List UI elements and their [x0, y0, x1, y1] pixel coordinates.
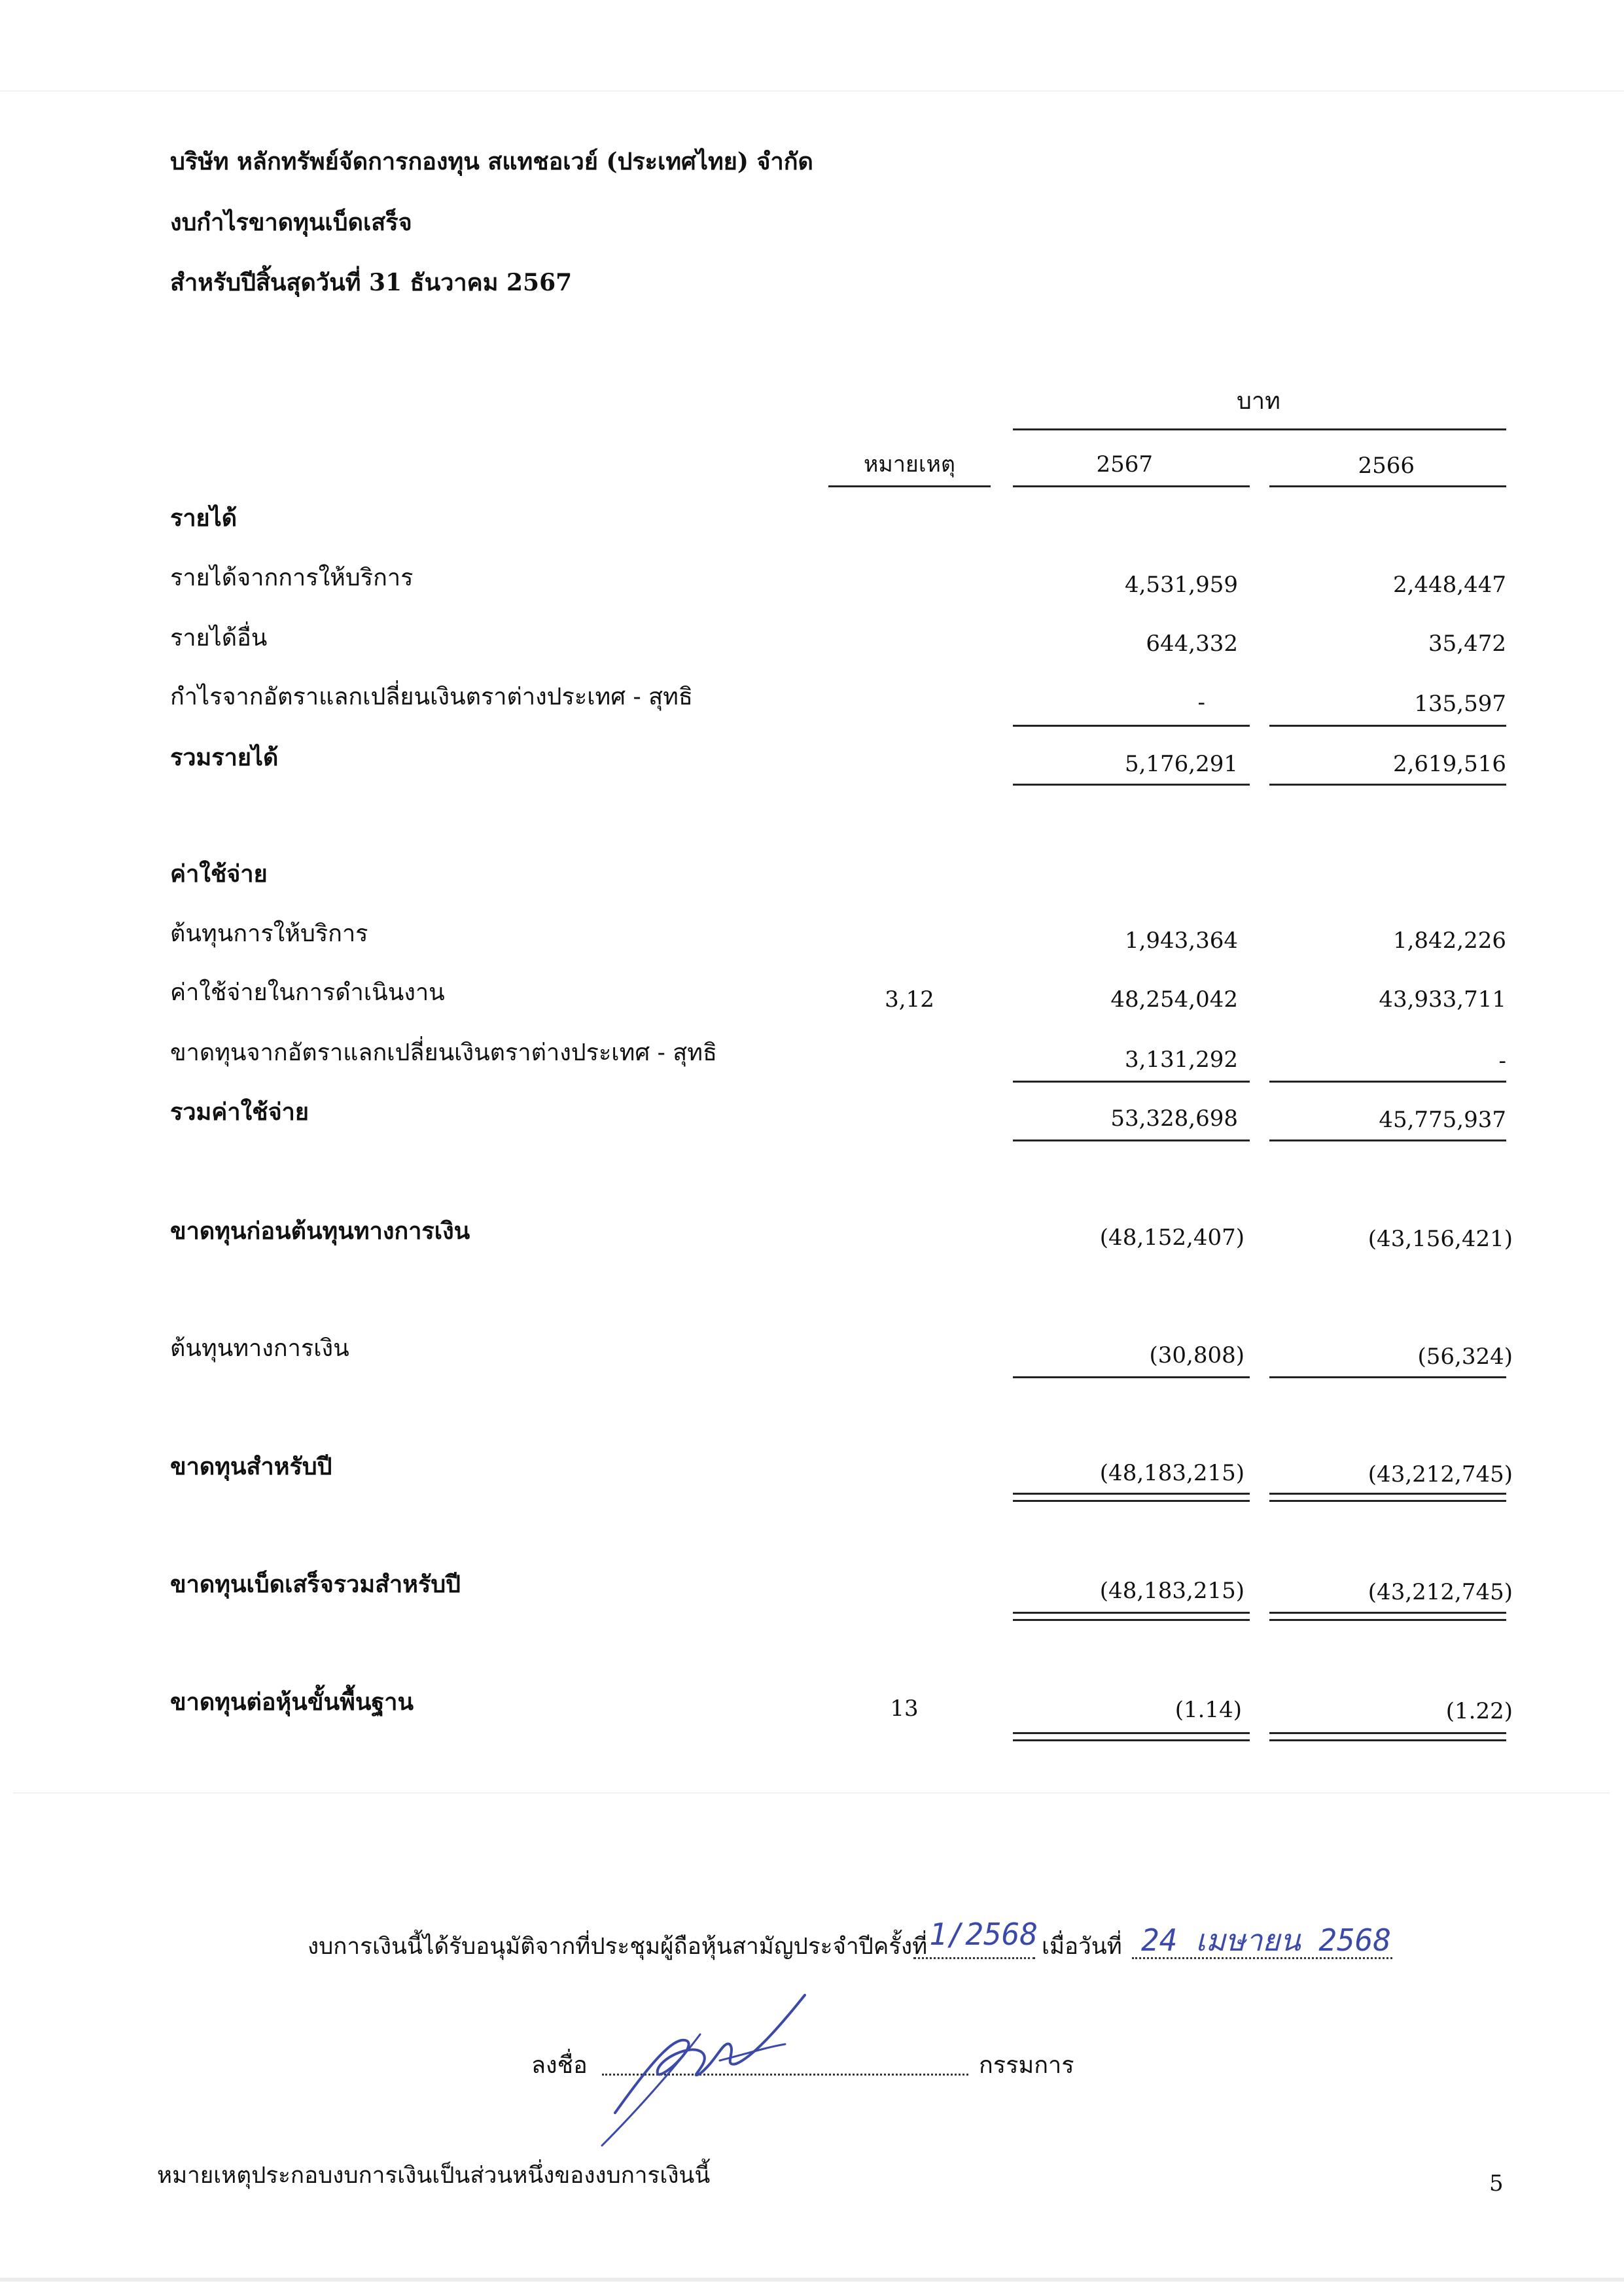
total-comprehensive-loss-double-rule — [1013, 1612, 1250, 1621]
revenue-row-y1: - — [1197, 689, 1205, 716]
revenue-heading: รายได้ — [170, 504, 238, 532]
finance-cost-y1: (30,808) — [1149, 1342, 1244, 1368]
y2-header-rule — [1269, 485, 1506, 487]
revenue-total-rule — [1013, 784, 1250, 786]
loss-before-finance-y1: (48,152,407) — [1099, 1225, 1244, 1251]
scan-top-line — [0, 90, 1624, 92]
loss-per-share-double-rule — [1013, 1732, 1250, 1741]
signature-prefix: ลงชื่อ — [531, 2052, 588, 2079]
expenses-total-y1: 53,328,698 — [1110, 1105, 1238, 1132]
finance-cost-y2: (56,324) — [1417, 1344, 1513, 1370]
handwritten-signature — [589, 1982, 864, 2152]
expenses-total-y2: 45,775,937 — [1379, 1107, 1506, 1133]
expense-row-label: ต้นทุนการให้บริการ — [170, 920, 368, 947]
revenue-total-y1: 5,176,291 — [1124, 751, 1238, 777]
currency-rule — [1013, 428, 1506, 430]
expenses-total-rule — [1013, 1139, 1250, 1141]
scan-mid-line — [13, 1792, 1610, 1794]
expenses-subtotal-rule — [1013, 1081, 1250, 1083]
finance-cost-rule — [1013, 1376, 1250, 1378]
revenue-total-label: รวมรายได้ — [170, 744, 279, 771]
loss-before-finance-label: ขาดทุนก่อนต้นทุนทางการเงิน — [170, 1217, 470, 1245]
revenue-row-y2: 135,597 — [1414, 691, 1506, 717]
revenue-row-y1: 4,531,959 — [1124, 572, 1238, 598]
expense-row-y1: 48,254,042 — [1110, 986, 1238, 1013]
loss-for-year-y2: (43,212,745) — [1368, 1461, 1513, 1487]
revenue-row-label: รายได้อื่น — [170, 625, 268, 652]
loss-per-share-note: 13 — [890, 1696, 919, 1722]
company-name: บริษัท หลักทรัพย์จัดการกองทุน สแทชอเวย์ (ประเทศไทย) จำกัด — [170, 148, 813, 175]
footer-note: หมายเหตุประกอบงบการเงินเป็นส่วนหนึ่งของงบการเงินนี้ — [157, 2163, 711, 2189]
loss-for-year-y1: (48,183,215) — [1099, 1460, 1244, 1486]
loss-per-share-label: ขาดทุนต่อหุ้นขั้นพื้นฐาน — [170, 1688, 414, 1716]
expense-row-y1: 1,943,364 — [1124, 928, 1238, 954]
expense-row-y2: 1,842,226 — [1392, 928, 1506, 954]
signature-suffix: กรรมการ — [979, 2052, 1074, 2079]
revenue-subtotal-rule — [1269, 725, 1506, 727]
expenses-total-label: รวมค่าใช้จ่าย — [170, 1098, 309, 1126]
loss-for-year-double-rule — [1269, 1493, 1506, 1502]
page-number: 5 — [1489, 2170, 1504, 2197]
scan-bottom-line — [0, 2278, 1624, 2282]
finance-cost-label: ต้นทุนทางการเงิน — [170, 1335, 349, 1362]
statement-period: สำหรับปีสิ้นสุดวันที่ 31 ธันวาคม 2567 — [170, 269, 573, 296]
revenue-row-y1: 644,332 — [1146, 631, 1238, 657]
expense-row-label: ค่าใช้จ่ายในการดำเนินงาน — [170, 979, 445, 1006]
y1-header-rule — [1013, 485, 1250, 487]
meeting-no-dots — [913, 1957, 1035, 1959]
expenses-heading: ค่าใช้จ่าย — [170, 860, 268, 888]
expenses-total-rule — [1269, 1139, 1506, 1141]
total-comprehensive-loss-label: ขาดทุนเบ็ดเสร็จรวมสำหรับปี — [170, 1571, 461, 1598]
note-header-rule — [828, 485, 991, 487]
loss-per-share-double-rule — [1269, 1732, 1506, 1741]
revenue-subtotal-rule — [1013, 725, 1250, 727]
revenue-total-rule — [1269, 784, 1506, 786]
loss-before-finance-y2: (43,156,421) — [1368, 1226, 1513, 1252]
statement-title: งบกำไรขาดทุนเบ็ดเสร็จ — [170, 209, 412, 236]
approval-date-prefix: เมื่อวันที่ — [1042, 1934, 1122, 1960]
note-header: หมายเหตุ — [864, 451, 955, 478]
revenue-row-label: รายได้จากการให้บริการ — [170, 565, 414, 591]
loss-per-share-y2: (1.22) — [1445, 1698, 1513, 1724]
revenue-row-y2: 2,448,447 — [1392, 572, 1506, 598]
expense-row-y1: 3,131,292 — [1124, 1047, 1238, 1073]
loss-for-year-double-rule — [1013, 1493, 1250, 1502]
year-2567-header: 2567 — [1096, 451, 1153, 478]
revenue-row-label: กำไรจากอัตราแลกเปลี่ยนเงินตราต่างประเทศ - สุทธิ — [170, 684, 693, 710]
finance-cost-rule — [1269, 1376, 1506, 1378]
expenses-subtotal-rule — [1269, 1081, 1506, 1083]
expense-row-y2: 43,933,711 — [1379, 986, 1506, 1013]
revenue-total-y2: 2,619,516 — [1392, 751, 1506, 777]
year-2566-header: 2566 — [1358, 453, 1415, 479]
total-comprehensive-loss-y1: (48,183,215) — [1099, 1578, 1244, 1604]
expense-row-label: ขาดทุนจากอัตราแลกเปลี่ยนเงินตราต่างประเทศ - สุทธิ — [170, 1039, 717, 1066]
approval-text: งบการเงินนี้ได้รับอนุมัติจากที่ประชุมผู้ถือหุ้นสามัญประจำปีครั้งที่ — [308, 1934, 928, 1960]
expense-row-note: 3,12 — [885, 986, 934, 1013]
loss-per-share-y1: (1.14) — [1174, 1697, 1242, 1723]
total-comprehensive-loss-double-rule — [1269, 1612, 1506, 1621]
total-comprehensive-loss-y2: (43,212,745) — [1368, 1579, 1513, 1605]
meeting-no-handwritten: 1/2568 — [929, 1917, 1038, 1952]
expense-row-y2: - — [1498, 1048, 1506, 1074]
loss-for-year-label: ขาดทุนสำหรับปี — [170, 1453, 332, 1480]
revenue-row-y2: 35,472 — [1428, 631, 1506, 657]
approval-date-handwritten: 24 เมษายน 2568 — [1141, 1922, 1392, 1958]
currency-header: บาท — [1237, 388, 1280, 415]
